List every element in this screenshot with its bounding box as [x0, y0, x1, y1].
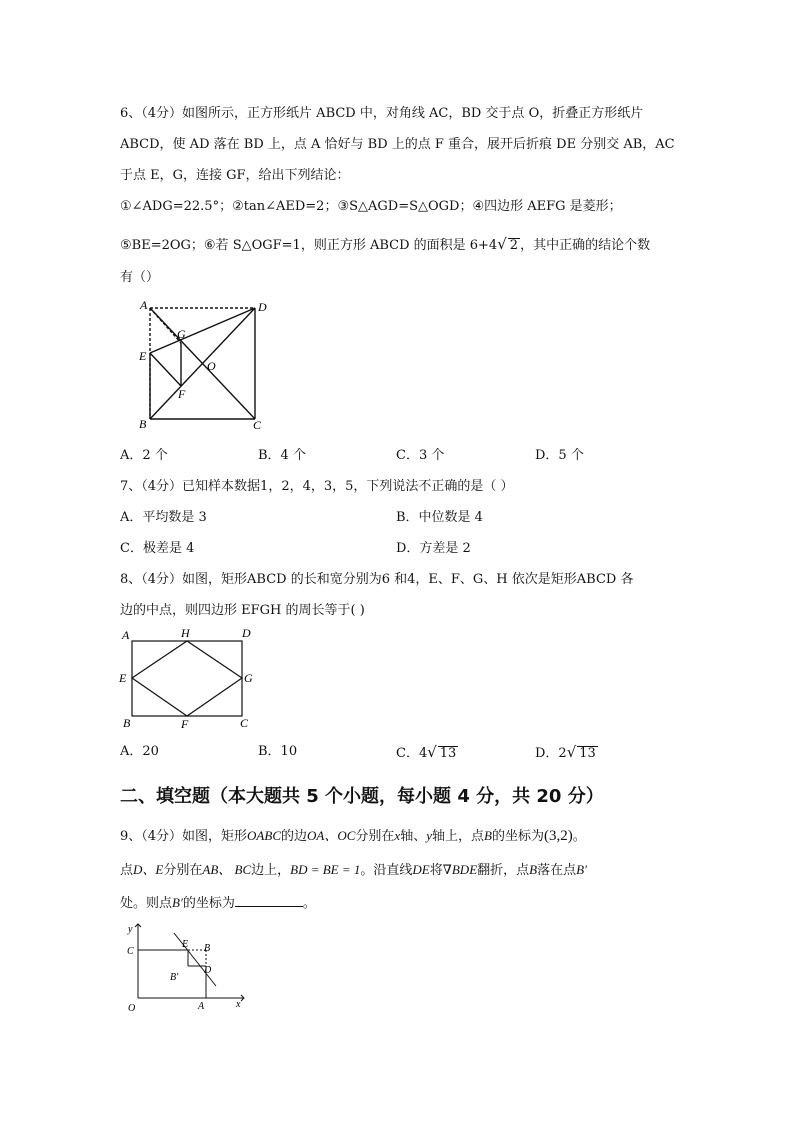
q9-text: 分别在: [163, 863, 203, 878]
q6-line6: 有（）: [120, 270, 160, 285]
q9-text: 9、（4分）如图，矩形: [120, 829, 248, 844]
q9-math: B: [529, 862, 538, 877]
rectangle-abcd: [132, 641, 242, 716]
q9-text: 落在点: [537, 863, 577, 878]
q6-line4: ①∠ADG=22.5°；②tan∠AED=2；③S△AGD=S△OGD；④四边形 AEFG 是菱形；: [120, 199, 622, 214]
q8-option-d[interactable]: D．2√ 13: [535, 743, 596, 761]
q9-line2: [120, 862, 587, 879]
label-b: B: [204, 943, 211, 954]
segment-ef: [150, 353, 181, 386]
q6-line5b: ，其中正确的结论个数: [520, 238, 651, 253]
q9-text: 处。则点: [120, 896, 173, 911]
q6-line1: 6、（4分）如图所示，正方形纸片 ABCD 中，对角线 AC，BD 交于点 O，折叠正方形纸片: [120, 106, 644, 121]
label-x: x: [236, 999, 241, 1010]
fold-de: [150, 308, 255, 353]
q9-math: B: [484, 828, 492, 843]
q7-line1: 7、（4分）已知样本数据1，2，4，3，5，下列说法不正确的是（ ）: [120, 479, 514, 494]
q8-option-c-radicand: 13: [439, 746, 457, 761]
q6-line5a: ⑤BE=2OG；⑥若 S△OGF=1，则正方形 ABCD 的面积是 6+4: [120, 238, 498, 253]
q9-text: 的坐标为: [182, 896, 235, 911]
q6-line2: ABCD，使 AD 落在 BD 上，点 A 恰好与 BD 上的点 F 重合，展开后折痕 DE 分别交 AB，AC: [120, 137, 675, 152]
rhombus-efgh: [132, 641, 242, 716]
label-h: H: [181, 626, 190, 640]
q9-math: ∇BDE: [442, 862, 478, 877]
label-o: O: [207, 359, 216, 373]
label-e: E: [119, 671, 127, 685]
label-a: A: [122, 628, 130, 642]
q9-text: 。: [302, 896, 316, 911]
label-a: A: [140, 298, 148, 312]
q6-figure: [130, 298, 270, 433]
q9-text: 点: [120, 863, 134, 878]
label-e: E: [139, 349, 147, 363]
q9-text: 的坐标为: [491, 829, 544, 844]
label-g: G: [177, 327, 186, 341]
label-a: A: [198, 1001, 205, 1012]
q9-text: 轴上，点: [432, 829, 485, 844]
q9-text: 分别在: [355, 829, 395, 844]
label-d: D: [204, 965, 212, 976]
q9-line1: [120, 828, 586, 845]
label-b: B: [123, 716, 131, 730]
q8-option-d-radicand: 13: [579, 746, 596, 761]
q9-math: D、E: [133, 862, 164, 877]
label-o: O: [128, 1003, 136, 1014]
q9-coordinate: (3,2): [543, 828, 573, 844]
q9-text: 边上，: [251, 863, 291, 878]
q9-math: B′: [576, 862, 587, 877]
q7-option-b[interactable]: B．中位数是 4: [396, 510, 483, 525]
q6-line3: 于点 E，G，连接 GF，给出下列结论：: [120, 168, 350, 183]
q8-option-b[interactable]: B．10: [258, 744, 298, 759]
q8-option-d-prefix: D．2: [535, 746, 567, 761]
q8-line2: 边的中点，则四边形 EFGH 的周长等于( ): [120, 603, 365, 618]
q8-option-c-prefix: C．4: [396, 746, 428, 761]
q9-math: AB、 BC: [202, 862, 252, 877]
label-f: F: [178, 387, 186, 401]
q6-option-a[interactable]: A．2 个: [120, 448, 168, 463]
q9-math: B′: [172, 895, 183, 910]
section-heading: 二、填空题（本大题共 5 个小题，每小题 4 分，共 20 分）: [120, 786, 604, 807]
q9-text: 翻折，点: [477, 863, 530, 878]
q7-option-d[interactable]: D．方差是 2: [396, 541, 471, 556]
q6-line5: ⑤BE=2OG；⑥若 S△OGF=1，则正方形 ABCD 的面积是 6+4√ 2 ，其中正确的结论个数: [120, 235, 651, 253]
q9-math: x: [394, 828, 401, 843]
q9-line3: [120, 894, 316, 912]
q9-math: OA、OC: [307, 828, 356, 843]
q9-text: 的边: [281, 829, 308, 844]
q6-option-d[interactable]: D．5 个: [535, 448, 584, 463]
label-b-prime: B': [170, 972, 179, 983]
label-c: C: [253, 418, 262, 432]
q9-text: 将: [429, 863, 443, 878]
label-c: C: [240, 716, 249, 730]
label-g: G: [244, 671, 253, 685]
label-d: D: [242, 626, 251, 640]
q9-math: y: [426, 828, 432, 843]
q9-math: OABC: [247, 828, 281, 843]
q6-option-c[interactable]: C．3 个: [396, 448, 445, 463]
q9-math: BD = BE = 1: [290, 862, 361, 877]
q6-line5-radicand: 2: [509, 238, 519, 253]
q7-option-a[interactable]: A．平均数是 3: [120, 510, 207, 525]
q8-line1: 8、（4分）如图，矩形ABCD 的长和宽分别为6 和4，E、F、G、H 依次是矩形ABCD 各: [120, 572, 634, 587]
label-e: E: [182, 939, 189, 950]
q9-math: DE: [412, 862, 430, 877]
label-c: C: [127, 946, 134, 957]
fold-line-de: [174, 933, 216, 986]
q9-text: 轴、: [400, 829, 427, 844]
q9-figure: [118, 918, 253, 1018]
q9-text: 。: [572, 829, 586, 844]
label-d: D: [258, 300, 267, 314]
label-f: F: [181, 717, 189, 731]
q7-option-c[interactable]: C．极差是 4: [120, 541, 195, 556]
label-y: y: [128, 924, 133, 935]
q8-figure: [115, 625, 265, 733]
q9-text: 。沿直线: [360, 863, 413, 878]
answer-blank[interactable]: [235, 894, 303, 907]
label-b: B: [139, 417, 147, 431]
q6-option-b[interactable]: B．4 个: [258, 448, 306, 463]
q8-option-c[interactable]: C．4√ 13: [396, 743, 457, 761]
q8-option-a[interactable]: A．20: [120, 744, 159, 759]
